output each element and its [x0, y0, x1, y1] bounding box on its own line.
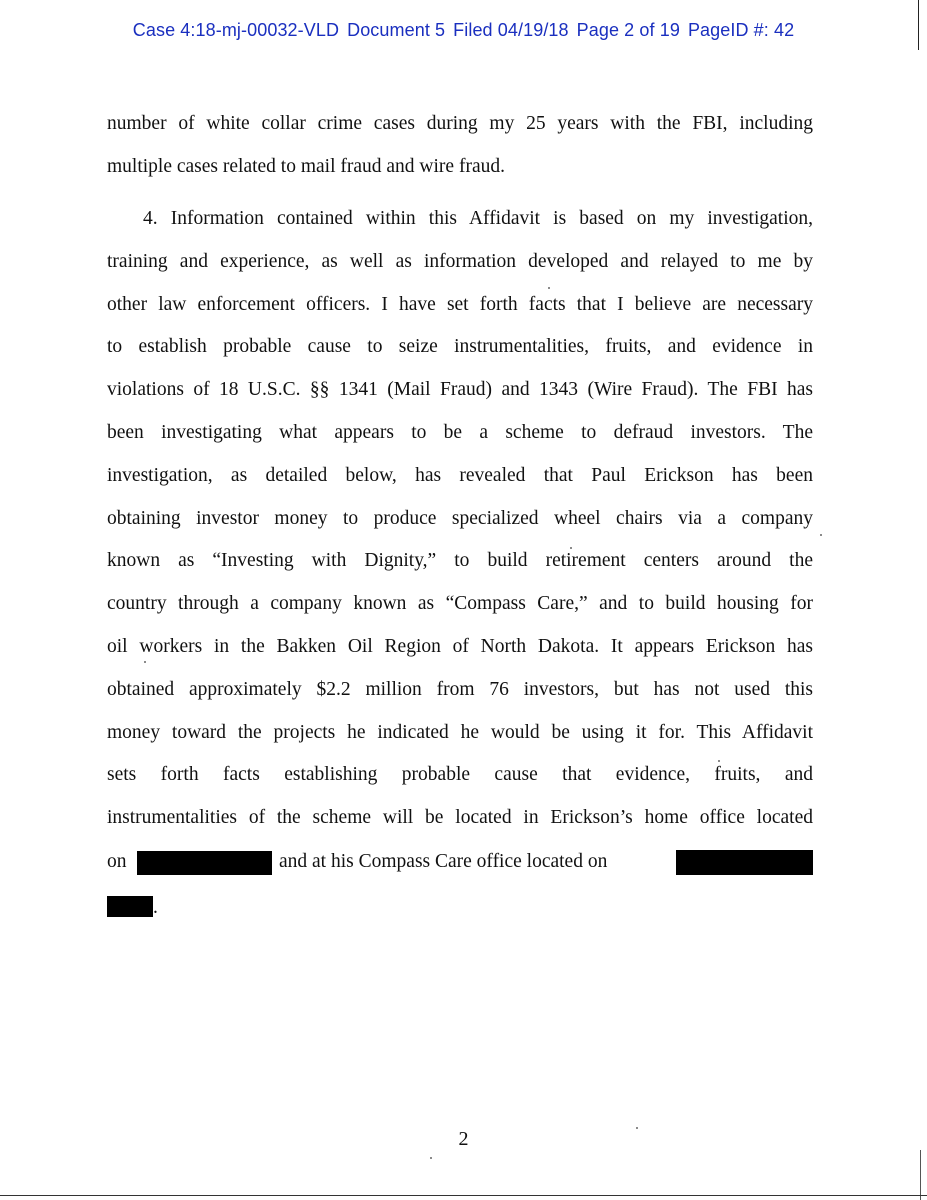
redacted-address-line: [107, 843, 813, 885]
text-line: known as “Investing with Dignity,” to build retirement centers around the: [107, 550, 813, 572]
text-line: violations of 18 U.S.C. §§ 1341 (Mail Fraud) and 1343 (Wire Fraud). The FBI has: [107, 379, 813, 401]
text-line: obtaining investor money to produce specialized wheel chairs via a company: [107, 507, 813, 529]
text-line: country through a company known as “Compass Care,” and to build housing for: [107, 593, 813, 615]
header-document: Document 5: [347, 20, 446, 40]
page-number: 2: [458, 1128, 469, 1150]
scan-speck: [718, 760, 720, 762]
text-segment: on: [107, 851, 127, 872]
text-line: oil workers in the Bakken Oil Region of North Dakota. It appears Erickson has: [107, 635, 813, 657]
redacted-address-end: [107, 896, 158, 919]
text-line: multiple cases related to mail fraud and wire fraud.: [107, 155, 505, 177]
scan-edge-bottom: [0, 1195, 927, 1196]
text-line: money toward the projects he indicated he would be using it for. This Affidavit: [107, 721, 813, 743]
text-line: 4. Information contained within this Affidavit is based on my investigation,: [143, 208, 813, 229]
header-page: Page 2 of 19: [576, 20, 680, 40]
text-line: number of white collar crime cases during my 25 years with the FBI, including: [107, 113, 813, 134]
text-line: training and experience, as well as information developed and relayed to me by: [107, 250, 813, 272]
scan-speck: [430, 1157, 432, 1159]
text-line: instrumentalities of the scheme will be located in Erickson’s home office located: [107, 807, 813, 829]
scan-speck: [144, 661, 146, 663]
text-segment: and at his Compass Care office located on: [279, 851, 608, 872]
scan-speck: [636, 1127, 638, 1129]
redaction-box: [137, 851, 272, 875]
header-filed-date: Filed 04/19/18: [453, 20, 569, 40]
scan-speck: [570, 547, 572, 549]
redaction-box: [107, 896, 153, 917]
text-line: investigation, as detailed below, has revealed that Paul Erickson has been: [107, 464, 813, 486]
case-header: [0, 20, 927, 41]
scan-speck: [548, 287, 550, 289]
scan-speck: [820, 534, 822, 536]
text-line: to establish probable cause to seize instrumentalities, fruits, and evidence in: [107, 336, 813, 358]
text-line: other law enforcement officers. I have set forth facts that I believe are necessary: [107, 293, 813, 315]
paragraph-continued: [107, 103, 813, 189]
text-segment: .: [153, 897, 158, 918]
scan-edge-bottom-right: [920, 1150, 921, 1200]
header-case-number: Case 4:18-mj-00032-VLD: [132, 20, 340, 40]
header-pageid: PageID #: 42: [687, 20, 795, 40]
text-line: sets forth facts establishing probable cause that evidence, fruits, and: [107, 764, 813, 786]
paragraph-4: [107, 198, 813, 840]
text-line: obtained approximately $2.2 million from 76 investors, but has not used this: [107, 678, 813, 700]
text-line: been investigating what appears to be a scheme to defraud investors. The: [107, 421, 813, 443]
redaction-box: [676, 850, 813, 875]
